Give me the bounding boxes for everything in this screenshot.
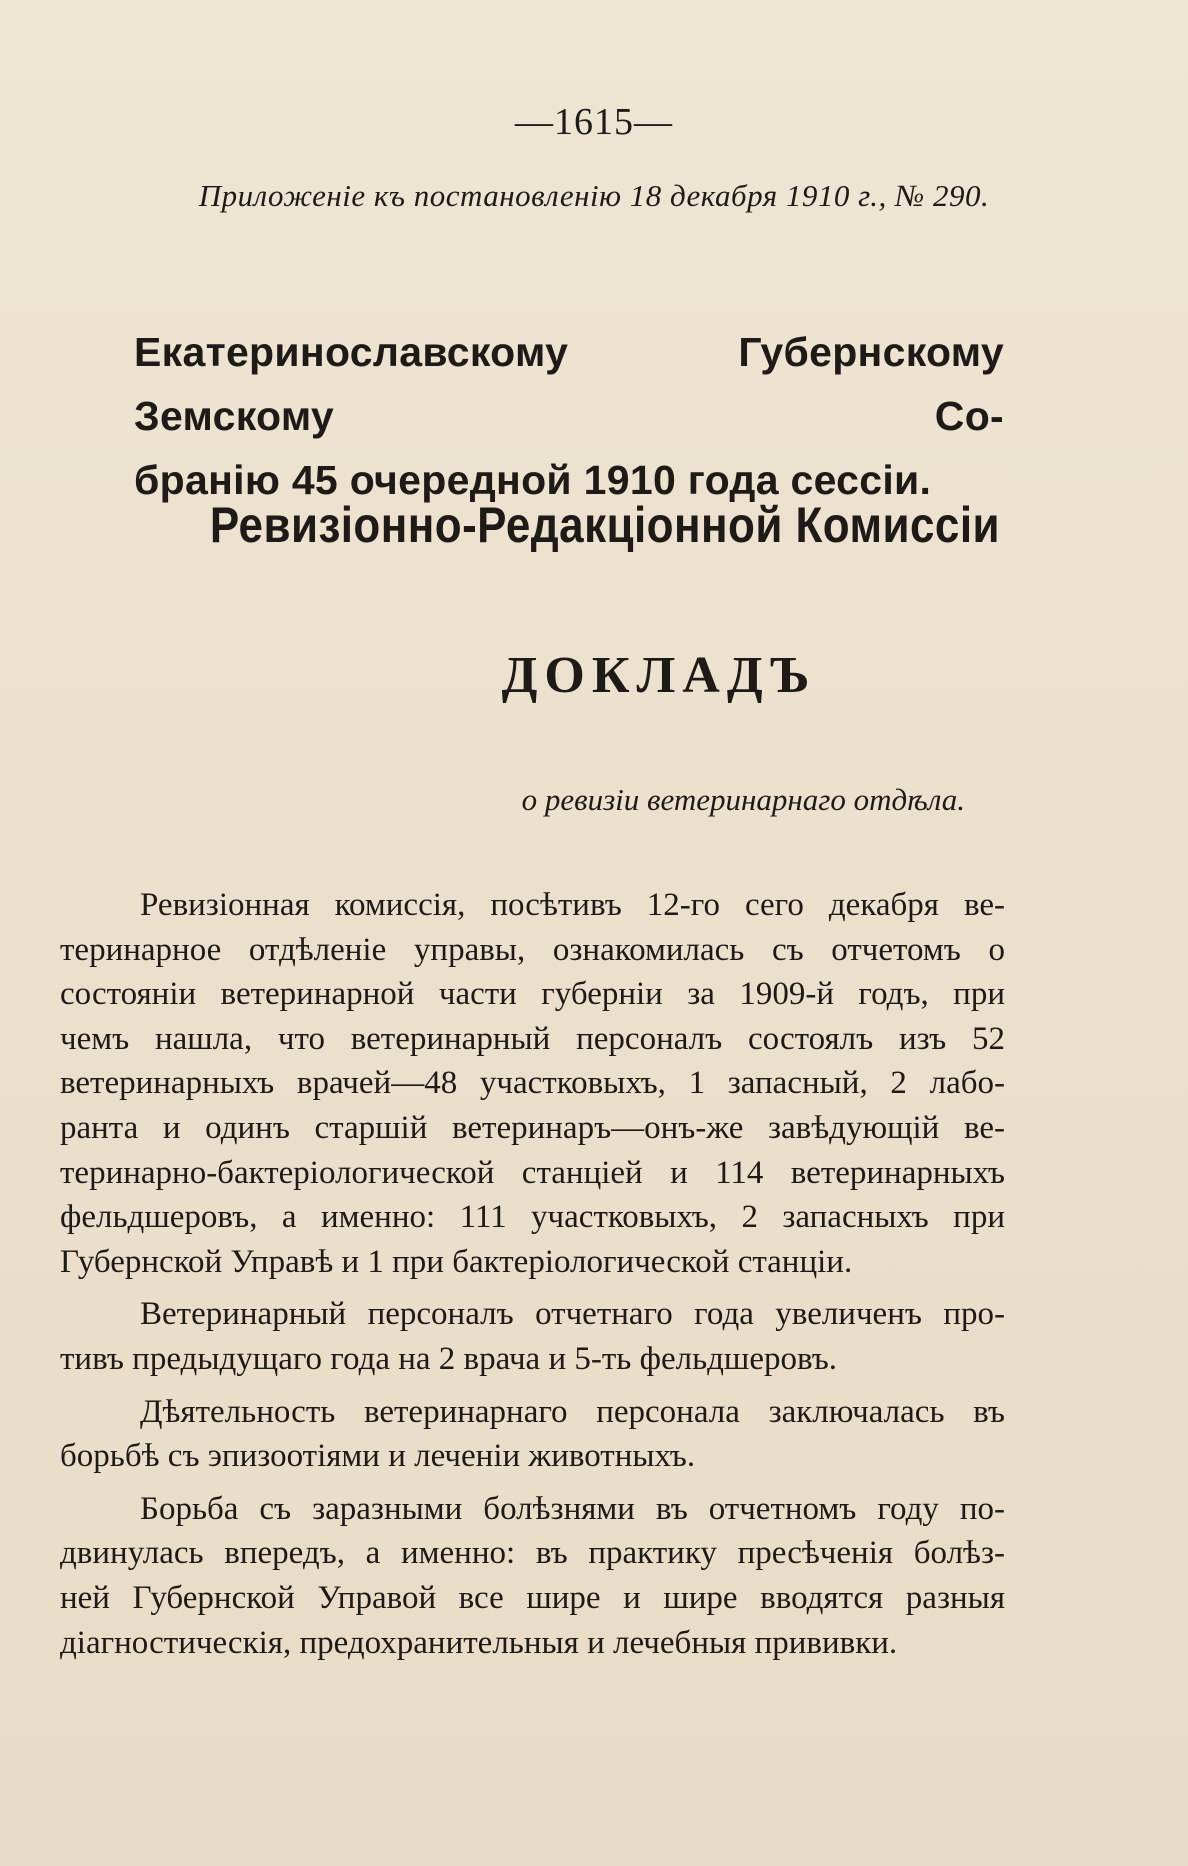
paragraph (60, 1487, 1005, 1665)
addressee-line: Екатеринославскому Губернскому Земскому Со- (134, 329, 1004, 439)
addressee-line: бранію 45 очередной 1910 года сессіи. (134, 457, 932, 503)
paragraph (60, 883, 1005, 1284)
text-line: теринарно-бактеріологической станціей и 114 ветеринарныхъ (60, 1154, 1005, 1191)
text-line: ней Губернской Управой все шире и шире вводятся разныя (60, 1579, 1005, 1616)
report-body (60, 883, 1005, 1673)
paragraph (60, 1292, 1005, 1381)
paragraph (60, 1390, 1005, 1479)
commission-heading: Ревизіонно-Редакціонной Комиссіи (209, 497, 1000, 553)
text-line: Ветеринарный персоналъ отчетнаго года увеличенъ про- (140, 1296, 1005, 1333)
page-number: —1615— (515, 101, 673, 143)
appendix-note: Приложеніе къ постановленію 18 декабря 1910 г., № 290. (198, 178, 990, 213)
text-line: чемъ нашла, что ветеринарный персоналъ состоялъ изъ 52 (60, 1020, 1005, 1057)
text-line: фельдшеровъ, а именно: 111 участковыхъ, 2 запасныхъ при (60, 1199, 1005, 1236)
text-line: тивъ предыдущаго года на 2 врача и 5-ть фельдшеровъ. (60, 1340, 838, 1377)
text-line: ранта и одинъ старшій ветеринаръ—онъ-же завѣдующій ве- (60, 1109, 1005, 1146)
report-subject: о ревизіи ветеринарнаго отдѣла. (521, 782, 965, 817)
text-line: состояніи ветеринарной части губерніи за 1909-й годъ, при (60, 976, 1005, 1013)
addressee-heading (134, 320, 1004, 512)
text-line: борьбѣ съ эпизоотіями и леченіи животныхъ. (60, 1438, 696, 1475)
text-line: ветеринарныхъ врачей—48 участковыхъ, 1 запасный, 2 лабо- (60, 1065, 1005, 1102)
text-line: двинулась впередъ, а именно: въ практику пресѣченія болѣз- (60, 1535, 1005, 1572)
text-line: теринарное отдѣленіе управы, ознакомилась съ отчетомъ о (60, 931, 1005, 968)
text-line: Дѣятельность ветеринарнаго персонала заключалась въ (140, 1393, 1005, 1430)
report-title: ДОКЛАДЪ (501, 647, 817, 704)
text-line: діагностическія, предохранительныя и лечебныя прививки. (60, 1624, 898, 1661)
text-line: Борьба съ заразными болѣзнями въ отчетномъ году по- (140, 1490, 1005, 1527)
text-line: Ревизіонная комиссія, посѣтивъ 12-го сего декабря ве- (140, 887, 1005, 923)
text-line: Губернской Управѣ и 1 при бактеріологической станціи. (60, 1243, 853, 1280)
